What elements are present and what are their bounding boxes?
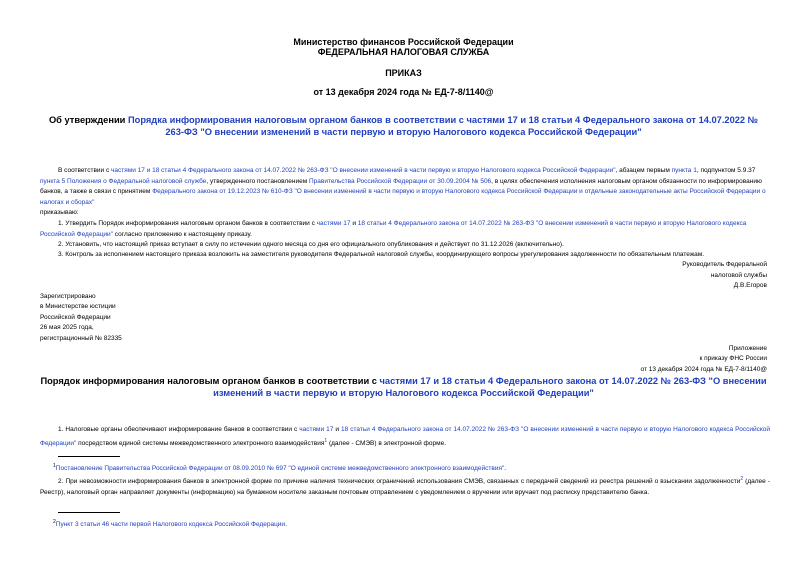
body-paragraph-1: [40, 425, 770, 449]
preamble-link-resolution[interactable]: Правительства Российской Федерации от 30.09.2004 № 506: [308, 177, 492, 185]
preamble-link-regulation[interactable]: пункта 5 Положения о Федеральной налоговой службе: [40, 177, 207, 185]
body-text: (далее - Реестр), налоговый орган направляет документы (информацию) на бумажном носителе заказным почтовым отправлением с уведомлением о вручении или вручает под расписку представителю банка.: [40, 478, 770, 496]
registration-line-3: Российской Федерации: [40, 314, 111, 321]
signature-line-1: Руководитель Федеральной: [682, 261, 767, 268]
footnote-1-marker: 1: [53, 463, 56, 469]
appendix-ref: к приказу ФНС России: [699, 355, 767, 362]
item-text: и: [350, 220, 358, 227]
body-text: 1. Налоговые органы обеспечивают информирование банков в соответствии с: [58, 426, 300, 433]
footnote-1: [53, 461, 506, 474]
ministry-name: Министерство финансов Российской Федерации: [293, 37, 514, 47]
item-text: согласно приложению к настоящему приказу.: [113, 230, 252, 238]
appendix-date: от 13 декабря 2024 года № ЕД-7-8/1140@: [640, 366, 767, 373]
registration-number: регистрационный № 82335: [40, 335, 122, 342]
order-title-link[interactable]: частями 17 и 18 статьи 4 Федерального закона от 14.07.2022 № 263-ФЗ "О внесении изменений в части первую и вторую Налогового кодекса Российской Федерации": [213, 376, 767, 398]
preamble-text: В соответствии с: [58, 167, 112, 174]
footnote-divider: [58, 512, 120, 513]
service-name: ФЕДЕРАЛЬНАЯ НАЛОГОВАЯ СЛУЖБА: [317, 47, 490, 57]
preamble-text: , абзацем первым: [615, 167, 672, 174]
body-paragraph-2: [40, 474, 770, 498]
preamble-link-law-610[interactable]: Федерального закона от 19.12.2023 № 610-ФЗ "О внесении изменений в части первую и вторую Налогового кодекса Российской Федерации и отдельные законодательные акты Российской Федерации о налогах и сборах": [40, 188, 766, 206]
preamble-link-law[interactable]: частями 17 и 18 статьи 4 Федерального закона от 14.07.2022 № 263-ФЗ "О внесении изменений в части первую и вторую Налогового кодекса Российской Федерации": [111, 167, 616, 174]
body-link-law[interactable]: 18 статьи 4 Федерального закона от 14.07.2022 № 263-ФЗ "О внесении изменений в части первую и вторую Налогового кодекса Российской Федерации": [40, 426, 770, 447]
item-link-law[interactable]: 18 статьи 4 Федерального закона от 14.07.2022 № 263-ФЗ "О внесении изменений в части первую и вторую Налогового кодекса Российской Федерации": [40, 220, 747, 238]
item-text: 1. Утвердить Порядок информирования налоговым органом банков в соответствии с: [58, 220, 317, 227]
doc-date: от 13 декабря 2024 года № ЕД-7-8/1140@: [313, 87, 494, 97]
body-text: и: [333, 426, 341, 433]
preamble-text: , в целях обеспечения исполнения налоговым органом обязанности по информированию банков, а также в связи с принятием: [40, 177, 762, 195]
order-item-1: [40, 219, 770, 240]
signature-name: Д.В.Егоров: [733, 282, 767, 289]
footnote-2-link[interactable]: Пункт 3 статьи 46 части первой Налогового кодекса Российской Федерации: [55, 521, 286, 529]
body-text: (далее - СМЭВ) в электронной форме.: [327, 439, 447, 447]
footnote-divider: [58, 456, 120, 457]
footnote-1-link[interactable]: Постановление Правительства Российской Федерации от 08.09.2010 № 697 "О единой системе межведомственного электронного взаимодействия": [55, 465, 505, 473]
body-text: посредством единой системы межведомственного электронного взаимодействия: [76, 439, 325, 447]
order-word: приказываю:: [40, 209, 79, 216]
footnote-2-marker: 2: [53, 519, 56, 525]
registration-date: 26 мая 2025 года,: [40, 324, 94, 331]
preamble-text: , подпунктом 5.9.37: [696, 167, 756, 174]
order-item-3: 3. Контроль за исполнением настоящего приказа возложить на заместителя руководителя Федеральной налоговой службы, координирующего вопросы урегулирования задолженности по обязательным платежам.: [58, 251, 705, 258]
appendix-label: Приложение: [728, 345, 767, 352]
footnote-ref-2[interactable]: 2: [740, 476, 744, 482]
title-prefix: Об утверждении: [48, 115, 128, 125]
footnote-2-end: .: [285, 521, 287, 529]
document-title: [40, 114, 767, 138]
footnote-1-end: .: [504, 465, 507, 473]
preamble-text: , утвержденного постановлением: [206, 177, 309, 185]
order-title-text: Порядок информирования налоговым органом банков в соответствии с: [40, 376, 380, 386]
doc-type: ПРИКАЗ: [385, 68, 422, 78]
order-title: [40, 375, 767, 399]
registration-line-1: Зарегистрировано: [40, 293, 96, 300]
footnote-ref-1[interactable]: 1: [324, 437, 328, 444]
preamble-link-item1[interactable]: пункта 1: [671, 167, 697, 174]
item-link-parts[interactable]: частями 17: [316, 220, 351, 227]
order-item-2: 2. Установить, что настоящий приказ вступает в силу по истечении одного месяца со дня его официального опубликования и действует по 31.12.2026 (включительно).: [58, 241, 564, 248]
signature-line-2: налоговой службы: [710, 272, 767, 279]
title-link[interactable]: Порядка информирования налоговым органом банков в соответствии с частями 17 и 18 статьи 4 Федерального закона от 14.07.2022 № 263-ФЗ "О внесении изменений в части первую и вторую Налогового кодекса Российской Федерации": [127, 115, 759, 137]
registration-line-2: в Министерстве юстиции: [40, 303, 116, 310]
footnote-2: [53, 517, 287, 530]
body-text: 2. При невозможности информирования банков в электронной форме по причине наличия технических ограничений использования СМЭВ, связанных с передачей сведений из реестра решений о взыскании задолженности: [58, 478, 741, 486]
body-link-parts[interactable]: частями 17: [299, 426, 334, 433]
preamble-paragraph: [40, 166, 770, 208]
